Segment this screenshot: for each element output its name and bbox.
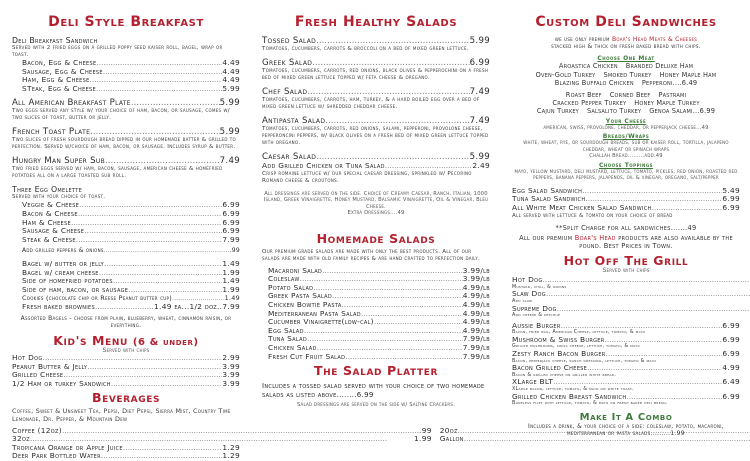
menu-item: Coleslaw ..... 3.99/lb — [268, 275, 490, 284]
split-charge: **Split Charge for all sandwiches.......49 — [555, 223, 697, 232]
menu-item: STeak, Egg & Cheese ..... 5.99 — [12, 85, 240, 94]
homemade-desc: Our premium grade salads are made with only the best products. All of our salads are made with old family recipes & are hand crafted to perfection daily. — [262, 248, 481, 262]
grill-pairs — [512, 276, 740, 319]
toppings-heading: Choose Toppings — [598, 161, 654, 169]
dressings-note: All dressings are served on the side. Choice of Creamy Caesar, Ranch, Italian, 1000 Island, Greek Vinaigrette, Honey Mustard, Balsamic Vinaigrette, Oil & Vinegar, Bleu Cheese. — [263, 190, 489, 210]
menu-item: Coffee (12oz) ..... .99 — [12, 427, 432, 436]
menu-item: Grilled Cheese ..... 3.99 — [12, 371, 240, 380]
menu-item: Tropicana Orange or Apple Juice ..... 1.29 — [12, 444, 240, 453]
menu-item: Mediterranean Pasta Salad ..... 4.99/lb — [268, 310, 490, 319]
grill-item: Hot Dog ..... Mustard, chili, & onions — [512, 276, 750, 290]
menu-item: Bagel w/ cream cheese ..... 1.99 — [12, 269, 240, 278]
grill-item: Supreme Dog ..... Add cheese & ketchup — [512, 305, 750, 319]
menu-item: 32oz ..... 1.99 — [12, 435, 432, 444]
homemade-list — [262, 267, 490, 362]
menu-item: Caesar Salad ..... 5.99 — [262, 152, 490, 162]
menu-item: Ham & Cheese ..... 6.99 — [12, 219, 240, 228]
menu-item: Fresh Cut Fruit Salad ..... 7.99/lb — [268, 353, 490, 362]
item-desc: Tomatoes, cucumbers, carrots & broccoli on a bed of mixed green lettuce. — [262, 46, 469, 52]
menu-item: All White Meat Chicken Salad Sandwich ..... 6.99 — [512, 204, 740, 213]
breakfast-title: Deli Style Breakfast — [48, 14, 204, 30]
meats-group-1: Aroastica Chicken Branded Deluxe Ham Oven-Gold Turkey Smoked Turkey Honey Maple Ham Blazing Buffalo Chicken Pepperoni....6.49 — [535, 62, 717, 88]
toppings-text: mayo, yellow mustard, deli mustard, lettuce, tomato, pickles, red onion, roasted red peppers, banana peppers, jalapenos, oil & vinegar, oregano, salt/pepper — [514, 168, 738, 182]
beverage-sizes — [12, 425, 464, 444]
beverages-desc: Coffee, Sweet & Unsweet Tea, Pepsi, Diet Pepsi, Sierra Mist, Country Time Lemonade, Dr. Pepper, & Mountain Dew — [12, 407, 231, 423]
addon-item: Add Grilled Chicken or Tuna Salad ..... 2.49 — [262, 162, 490, 171]
beverages-title: Beverages — [91, 390, 161, 406]
menu-item: Egg Salad ..... 4.99/lb — [268, 327, 490, 336]
item-desc: Bacon & grilled cheese on grilled white bread. — [512, 372, 617, 378]
menu-item: Ham, Egg & Cheese ..... 4.49 — [12, 76, 240, 85]
item-desc: Grilled mushrooms, swiss cheese, lettuce, tomato, & mayo — [512, 344, 640, 350]
menu-item: Greek Salad ..... 6.99 — [262, 58, 490, 68]
menu-item: Chef Salad ..... 7.49 — [262, 87, 490, 97]
addon-item: Add grilled peppers & onions ..... .99 — [12, 247, 240, 256]
item-desc: Two eggs served any style w/ your choice of ham, bacon, or sausage, comes w/ two slices of toast, butter or jelly. — [12, 108, 230, 122]
salads-title: Fresh Healthy Salads — [294, 14, 458, 30]
breakfast-sandwich-desc: Served with 2 fried eggs on a grilled poppy seed kaiser roll, bagel, wrap or toast. — [12, 45, 223, 58]
meat-heading: Choose One Meat — [597, 55, 655, 63]
bread-text: white, wheat, rye, or sourdough breads, sub or kaiser roll, tortilla, jalapeno cheddar, wheat or spinach wraps — [523, 140, 729, 153]
bread-heading: Breads/Wraps — [602, 133, 650, 141]
cheese-text: american, swiss, provolone, cheddar, or pepperjack cheese...49 — [543, 124, 709, 131]
combo-desc: Includes a drink, & your choice of a side: coleslaw, potato, macaroni, mediterranean or pasta salads.........1.99 — [528, 422, 724, 437]
menu-item: 20oz ..... — [440, 427, 750, 436]
menu-item: Fresh baked brownies ..... 1.49 ea...1/2 doz..7.99 — [12, 303, 240, 312]
platter-desc: Includes a tossed salad served with your choice of two homemade salads as listed above........6.99 — [262, 382, 485, 399]
item-desc: Tomatoes, cucumbers, carrots, red onions, salami, pepperoni, provolone cheese, pepperoncini peppers, w/ black olives on a fresh bed of mixed green lettuce topped with oregano. — [262, 126, 489, 146]
menu-item: Cookies (chocolate chip or Reese Peanut butter cup) ..... 1.49 — [12, 294, 240, 303]
menu-item: Grilled Chicken Breast Sandwich ..... 6.99 — [512, 393, 740, 402]
challah-text: Challah Bread.........add.49 — [589, 153, 663, 160]
menu-item: Chicken Bowtie Pasta ..... 4.99/lb — [268, 301, 490, 310]
menu-item: Egg Salad Sandwich ..... 5.49 — [512, 187, 740, 196]
menu-item: All American Breakfast Plate ..... 5.99 — [12, 98, 240, 108]
menu-item: Potato Salad ..... 4.99/lb — [268, 284, 490, 293]
sandwiches-title: Custom Deli Sandwiches — [535, 14, 717, 30]
item-desc: Two slices of fresh sourdough bread dipped in our homemade batter & grilled to perfection. Served w/choice of ham, bacon, or sausage. Includes syrup & butter. — [12, 137, 236, 151]
platter-note: Salad dressings are served on the side w/ Saltine Crackers. — [297, 401, 455, 408]
menu-item: Antipasta Salad ..... 7.49 — [262, 116, 490, 126]
menu-item: Peanut Butter & Jelly ..... 3.99 — [12, 363, 240, 372]
menu-item: Tossed Salad ..... 5.99 — [262, 36, 490, 46]
menu-item: Cucumber Vinaigrette(low-cal) ..... 4.99/lb — [268, 318, 490, 327]
menu-item: Sausage & Cheese ..... 6.99 — [12, 227, 240, 236]
sandwiches-intro: we use only premium Boar's Head Meats & Cheeses stacked high & thick on fresh baked bread with chips. — [551, 36, 701, 51]
meats-group-2: Roast Beef Corned Beef Pastrami Cracked Pepper Turkey Honey Maple Turkey Cajun Turkey Salsalito Turkey Genoa Salami...6.99 — [536, 90, 716, 116]
item-desc: Bacon, pepperjack cheese, ranch dressing, lettuce, tomato & mayo — [512, 358, 657, 364]
menu-item: Bacon & Cheese ..... 6.99 — [12, 210, 240, 219]
grill-subtitle: Served with chips — [602, 266, 650, 274]
bagels-note: Assorted Bagels - choose from plain, blueberry, wheat, cinnamon raisin, or everything. — [20, 314, 232, 329]
menu-item: Chicken Salad ..... 7.99/lb — [268, 344, 490, 353]
item-desc: Boneless filet with lettuce, tomato, & mayo on fresh baked deli bread. — [512, 401, 668, 407]
menu-item: Hungry Man Super Sub ..... 7.49 — [12, 156, 240, 166]
item-desc: Bacon, fried egg, American Cheese, lettuce, tomato, & mayo — [512, 330, 646, 336]
by-the-pound: All our premium Boar's Head products are also available by the pound. Best Prices in Town. — [519, 233, 733, 250]
breakfast-sandwich-name: Deli Breakfast Sandwich — [12, 36, 98, 45]
menu-item: XLarge BLT ..... 6.49 — [512, 378, 740, 387]
menu-item: Greek Pasta Salad ..... 4.99/lb — [268, 292, 490, 301]
omelette-desc: Served with your choice of toast. — [12, 194, 106, 201]
menu-item: Macaroni Salad ..... 3.99/lb — [268, 267, 490, 276]
platter-title: The Salad Platter — [314, 363, 438, 379]
item-desc: Crisp romaine lettuce w/ our special caesar dressing, sprinkled w/ Pecorino Romano cheese & croutons. — [262, 170, 472, 184]
extra-dressings: Extra Dressings....49 — [347, 210, 405, 217]
menu-item: Deer Park Bottled Water ..... 1.29 — [12, 452, 240, 461]
menu-item: Side of ham, bacon, or sausage ..... 1.99 — [12, 286, 240, 295]
menu-item: Mushroom & Swiss Burger ..... 6.99 — [512, 336, 740, 345]
menu-item: Side of homefried potatoes ..... 1.49 — [12, 277, 240, 286]
menu-item: Hot Dog ..... 2.99 — [12, 354, 240, 363]
item-desc: XLarge bacon, lettuce, tomato, & mayo on white toast. — [512, 387, 634, 393]
menu-item: French Toast Plate ..... 5.99 — [12, 127, 240, 137]
item-desc: Tomatoes, cucumbers, carrots, red onions, black olives & pepperochini on a fresh bed of mixed green lettuce topped w/ feta cheese & oregano. — [262, 68, 489, 81]
item-desc: Tomatoes, cucumbers, carrots, ham, turkey, & a hard boiled egg over a bed of mixed green lettuce w/ shredded cheddar cheese. — [262, 97, 480, 110]
menu-item: Gallon ..... — [440, 435, 750, 444]
menu-item: Tuna Salad ..... 7.99/lb — [268, 335, 490, 344]
menu-item: Bacon Grilled Cheese ..... 4.99 — [512, 364, 740, 373]
cheese-heading: Your Cheese — [605, 117, 647, 125]
menu-item: Aussie Burger ..... 6.99 — [512, 322, 740, 331]
menu-item: 1/2 Ham or turkey Sandwich ..... 3.99 — [12, 380, 240, 389]
kids-subtitle: Served with chips — [102, 346, 150, 354]
menu-item: Bacon, Egg & Cheese ..... 4.49 — [12, 59, 240, 68]
homemade-title: Homemade Salads — [316, 230, 436, 246]
kids-title: Kid's Menu (6 & under) — [53, 332, 199, 348]
omelette-name: Three Egg Omelette — [12, 185, 83, 195]
combo-title: Make It A Combo — [579, 411, 673, 423]
menu-item: Veggie & Cheese ..... 6.99 — [12, 201, 240, 210]
menu-item: Zesty Ranch Bacon Burger ..... 6.99 — [512, 350, 740, 359]
menu-item: Bagel w/ butter or jelly ..... 1.49 — [12, 260, 240, 269]
menu-item: Sausage, Egg & Cheese ..... 4.49 — [12, 68, 240, 77]
item-desc: Two fried eggs served w/ ham, bacon, sausage, american cheese & homefried potatoes all on a large toasted sub roll. — [12, 166, 223, 180]
menu-item: Steak & Cheese ..... 7.99 — [12, 236, 240, 245]
grill-item: Slaw Dog ..... Add slaw — [512, 290, 750, 304]
column-sandwiches — [512, 0, 740, 437]
column-salads — [262, 0, 490, 408]
salad-sandwich-note: All served with lettuce & tomato on your choice of bread — [512, 212, 673, 219]
grill-title: Hot Off The Grill — [563, 252, 689, 268]
menu-item: Tuna Salad Sandwich ..... 6.99 — [512, 195, 740, 204]
